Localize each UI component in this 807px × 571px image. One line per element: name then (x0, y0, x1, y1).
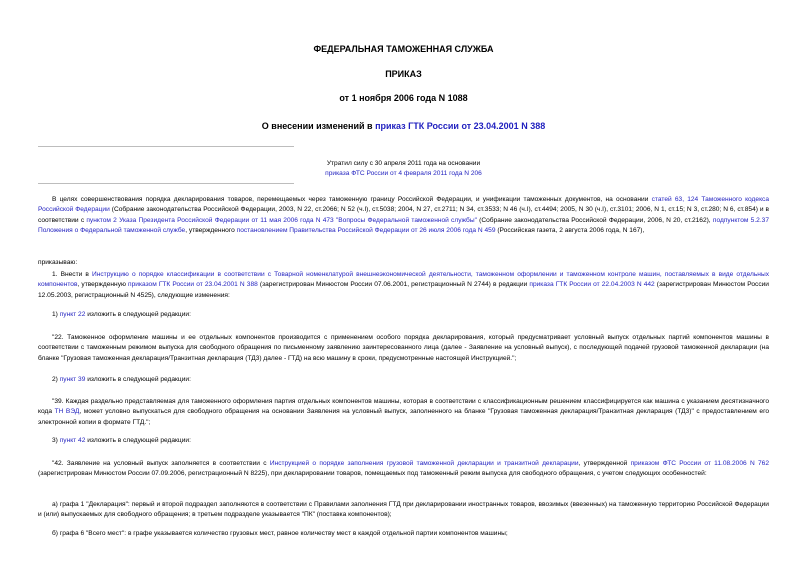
paragraph-order: приказываю: (38, 259, 78, 266)
paragraph-subitem-2 (38, 375, 769, 385)
link-tk-articles[interactable]: статей 63, 124 Таможенного кодекса Российской Федерации (38, 196, 769, 214)
text: (зарегистрирован Минюстом России 07.06.2001, регистрационный N 2744) в редакции (257, 281, 530, 289)
link-punkt-39[interactable]: пункт 39 (59, 376, 86, 383)
paragraph-punkt-22-text: "22. Таможенное оформление машины и ее отдельных компонентов производится с применением особого порядка декларирования, который предусматривает условный выпуск отдельных партий компонентов машины в соответствии с таможенным режимом выпуска для свободного обращения по письменному заявлению заинтересованного лица (далее - Заявление на условный выпуск), с последующей подачей грузовой таможенной декларации (на бланке "Грузовая таможенная декларация/Транзитная декларация (ТД3) далее - ГТД) на всю машину в сроки, предусмотренные настоящей Инструкцией."; (38, 334, 769, 362)
link-order-388[interactable]: приказом ГТК России от 23.04.2001 N 388 (128, 281, 258, 289)
text: (Собрание законодательства Российской Федерации, 2003, N 22, ст.2066; N 52 (ч.I), ст.5038; 2004, N 27, ст.2711; N 34, ст.3533; N 46 (ч.I), ст.4494; 2005, N 30 (ч.I), ст.3101; 2006, N 1, ст.15; N 3, ст.280; N 6, ст.854) и в соответствии с (38, 206, 770, 224)
text: (Собрание законодательства Российской Федерации, 2006, N 20, ст.2162), (476, 216, 713, 224)
text: 2) (52, 376, 60, 383)
title-prefix: О внесении изменений в (261, 121, 376, 131)
text: изложить в следующей редакции: (85, 376, 191, 383)
text: , утвержденную (77, 281, 129, 289)
agency-heading: ФЕДЕРАЛЬНАЯ ТАМОЖЕННАЯ СЛУЖБА (313, 44, 494, 54)
text: "42. Заявление на условный выпуск заполняется в соответствии с (52, 460, 270, 467)
paragraph-item-1 (38, 270, 769, 301)
text: , утвержденной (578, 460, 631, 467)
paragraph-item-a: а) графа 1 "Декларация": первый и второй подраздел заполняются в соответствии с Правилами заполнения ГТД при декларировании иностранных товаров, ввозимых (ввезенных) на таможенную территорию Российской Федерации и (или) выпускаемых для свободного обращения; в третьем подразделе указывается "ПК" (поставка компонентов); (38, 501, 769, 519)
text: (Российская газета, 2 августа 2006 года, N 167), (495, 226, 645, 234)
status-note-line2 (38, 169, 769, 179)
link-postanovlenie[interactable]: постановлением Правительства Российской Федерации от 26 июля 2006 года N 459 (236, 226, 496, 234)
paragraph-punkt-39-text (38, 397, 769, 428)
text: изложить в следующей редакции: (85, 311, 191, 318)
divider-bottom (38, 183, 294, 184)
paragraph-subitem-3 (38, 436, 769, 446)
paragraph-punkt-42-text (38, 459, 769, 480)
text: (зарегистрирован Минюстом России 07.09.2006, регистрационный N 8225), при декларировании товаров, помещаемых под таможенный режим выпуска для свободного обращения, с учетом следующих особенностей: (38, 470, 707, 478)
link-punkt-22[interactable]: пункт 22 (59, 311, 86, 318)
text: (зарегистрирован Минюстом России 12.05.2003, регистрационный N 4525), следующие изменения: (38, 281, 769, 299)
link-tn-ved[interactable]: ТН ВЭД (54, 408, 80, 416)
link-gtd-instruction[interactable]: Инструкцией о порядке заполнения грузовой таможенной декларации и транзитной декларации (269, 460, 579, 467)
paragraph-preamble (38, 195, 769, 236)
status-note-line1: Утратил силу с 30 апреля 2011 года на основании (326, 160, 481, 167)
link-punkt-42[interactable]: пункт 42 (59, 437, 86, 444)
text: 1. Внести в (52, 271, 92, 278)
paragraph-subitem-1 (38, 310, 769, 320)
link-instruction[interactable]: Инструкцию о порядке классификации в соответствии с Товарной номенклатурой внешнеэкономической деятельности, таможенном оформлении и таможенном контроле машин, поставляемых в виде отдельных компонентов (38, 271, 769, 289)
link-order-762[interactable]: приказом ФТС России от 11.08.2006 N 762 (630, 460, 769, 467)
text: изложить в следующей редакции: (85, 437, 191, 444)
link-polozhenie[interactable]: подпунктом 5.2.37 Положения о Федеральной таможенной службе (38, 216, 769, 234)
divider-top (38, 146, 294, 147)
doc-type-heading: ПРИКАЗ (385, 69, 422, 79)
text: "39. Каждая раздельно представляемая для таможенного оформления партия отдельных компонентов машины, которая в соответствии с классификационным решением классифицируется как машина с указанием десятизначного кода (38, 398, 769, 416)
link-order-442[interactable]: приказа ГТК России от 22.04.2003 N 442 (529, 281, 655, 289)
link-ukaz[interactable]: пунктом 2 Указа Президента Российской Федерации от 11 мая 2006 года N 473 "Вопросы Федеральной таможенной службы" (86, 216, 477, 224)
title-link[interactable]: приказ ГТК России от 23.04.2001 N 388 (375, 121, 546, 131)
text: В целях совершенствования порядка декларирования товаров, перемещаемых через таможенную границу Российской Федерации, и унификации таможенных документов, на основании (52, 196, 652, 203)
text: 3) (52, 437, 60, 444)
repeal-order-link[interactable]: приказа ФТС России от 4 февраля 2011 года N 206 (325, 170, 482, 177)
paragraph-item-b: б) графа 6 "Всего мест": в графе указывается количество грузовых мест, равное количеству мест в каждой отдельной партии компонентов машины; (52, 530, 508, 537)
text: , утвержденного (185, 226, 237, 234)
text: , может условно выпускаться для свободного обращения на основании Заявления на условный выпуск, заполненного на бланке "Грузовая таможенная декларация/Транзитная декларация (ТД3)" с предоставлением его электронной копии в формате ГТД."; (38, 408, 769, 426)
text: 1) (52, 311, 60, 318)
document-title (38, 121, 769, 131)
date-heading: от 1 ноября 2006 года N 1088 (339, 93, 468, 103)
